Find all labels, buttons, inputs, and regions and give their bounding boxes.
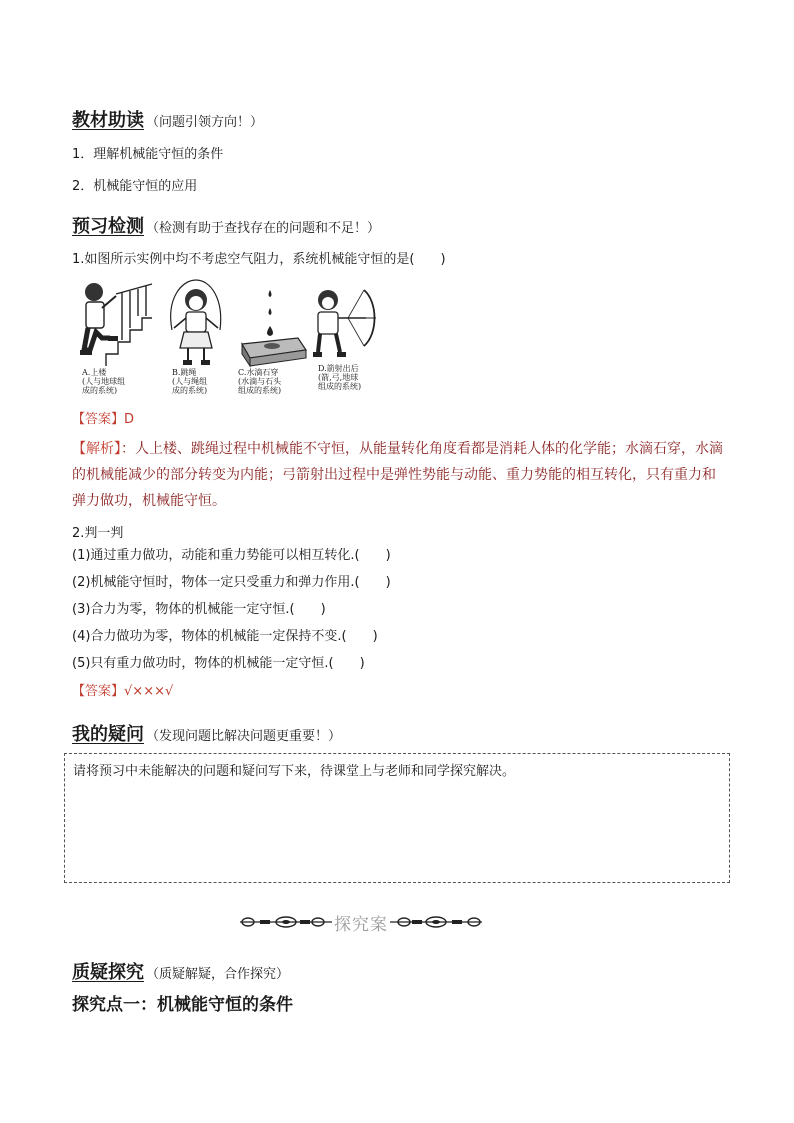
- q2-stem: 2.判一判: [72, 526, 124, 541]
- answer-value: √×××√: [124, 684, 174, 699]
- answer-value: D: [124, 412, 135, 427]
- q1-stem: 1.如图所示实例中均不考虑空气阻力，系统机械能守恒的是( ): [72, 252, 446, 267]
- figure-b: [162, 278, 232, 400]
- doubt-box-prompt: 请将预习中未能解决的问题和疑问写下来，待课堂上与老师和同学探究解决。: [73, 764, 516, 779]
- ornament-left-icon: [240, 915, 332, 929]
- caption-line: (人与地球组: [82, 377, 126, 386]
- person-climbing-stairs-icon: [76, 278, 154, 368]
- q2-item-2: (2)机械能守恒时，物体一定只受重力和弹力作用.( ): [72, 575, 391, 590]
- caption-line: (人与绳组: [172, 377, 208, 386]
- q1-answer: [72, 410, 134, 430]
- section-inquiry-heading: [72, 958, 289, 984]
- figure-c: [236, 278, 308, 400]
- section-title: 教材助读: [72, 110, 144, 131]
- figure-a: [76, 278, 154, 400]
- explain-text: ：人上楼、跳绳过程中机械能不守恒，从能量转化角度看都是消耗人体的化学能；水滴石穿，水滴的机械能减少的部分转变为内能；弓箭射出过程中是弹性势能与动能、重力势能的相互转化，只有重力和弹力做功，机械能守恒。: [72, 441, 723, 509]
- ornament-right-icon: [390, 915, 482, 929]
- inquiry-point-1: 探究点一：机械能守恒的条件: [72, 995, 293, 1015]
- boy-archery-icon: [308, 278, 378, 368]
- guide-item-1: 1．理解机械能守恒的条件: [72, 147, 224, 162]
- q2-answer: [72, 682, 173, 702]
- answer-label: 【答案】: [72, 412, 125, 427]
- caption-line: B.跳绳: [172, 368, 197, 377]
- guide-item-2: 2．机械能守恒的应用: [72, 179, 198, 194]
- water-drop-stone-icon: [236, 278, 308, 368]
- section-title: 质疑探究: [72, 962, 144, 983]
- girl-jumping-rope-icon: [162, 278, 232, 368]
- caption-line: (水滴与石头: [238, 377, 282, 386]
- banner-title: 探究案: [334, 914, 388, 935]
- caption-line: C.水滴石穿: [238, 368, 279, 377]
- section-hint: （质疑解疑，合作探究）: [146, 967, 290, 982]
- caption-line: (箭,弓,地球: [318, 373, 359, 382]
- section-hint: （问题引领方向！）: [146, 115, 264, 130]
- doubt-notes-box[interactable]: [64, 753, 730, 883]
- inquiry-banner: [240, 910, 492, 934]
- caption-line: 组成的系统): [238, 386, 282, 395]
- answer-label: 【答案】: [72, 684, 125, 699]
- section-hint: （检测有助于查找存在的问题和不足！）: [146, 221, 381, 236]
- figure-caption: [238, 368, 281, 395]
- figure-caption: [82, 368, 125, 395]
- caption-line: 成的系统): [172, 386, 208, 395]
- caption-line: 成的系统): [82, 386, 118, 395]
- q2-item-1: (1)通过重力做功，动能和重力势能可以相互转化.( ): [72, 548, 391, 563]
- figure-caption: [172, 368, 207, 395]
- section-preview-heading: [72, 212, 380, 238]
- section-title: 预习检测: [72, 216, 144, 237]
- section-guide-heading: [72, 106, 263, 132]
- q1-figures: [76, 278, 376, 400]
- section-doubt-heading: [72, 720, 341, 746]
- caption-line: D.箭射出后: [318, 364, 359, 373]
- q2-item-4: (4)合力做功为零，物体的机械能一定保持不变.( ): [72, 629, 378, 644]
- section-title: 我的疑问: [72, 724, 144, 745]
- figure-caption: [318, 364, 361, 391]
- caption-line: A.上楼: [82, 368, 107, 377]
- q2-item-5: (5)只有重力做功时，物体的机械能一定守恒.( ): [72, 656, 365, 671]
- explain-label: 【解析】: [72, 441, 121, 457]
- q1-explanation: [72, 436, 724, 514]
- section-hint: （发现问题比解决问题更重要！）: [146, 729, 342, 744]
- q2-item-3: (3)合力为零，物体的机械能一定守恒.( ): [72, 602, 326, 617]
- figure-d: [308, 278, 378, 400]
- caption-line: 组成的系统): [318, 382, 362, 391]
